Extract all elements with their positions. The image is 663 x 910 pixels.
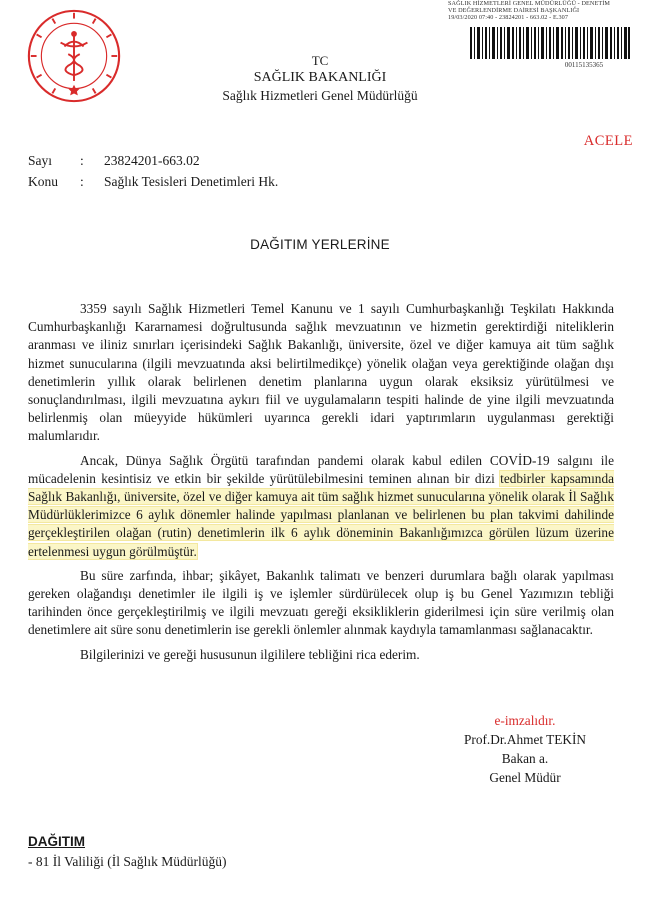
paragraph-1: 3359 sayılı Sağlık Hizmetleri Temel Kanunu ve 1 sayılı Cumhurbaşkanlığı Teşkilatı Hakkında Cumhurbaşkanlığı Kararnamesi doğrultusunda sağlık mevzuatının ve hizmetin gerektirdiği niteliklerin aranması ve iliniz sınırları içerisindeki Sağlık Bakanlığı, üniversite, özel ve diğer kamuya ait tüm sağlık hizmet sunucularına (ilgili mevzuatında aksi belirtilmedikçe) yönelik olağan veya gerektiğinde olağan dışı denetimlerin yıllık olarak belirlenen denetim planlarına uygun olarak eksiksiz yürütülmesi ve sonuçlandırılması, ilgili mevzuatına aykırı fiil ve uygulamaların tespiti halinde de yine ilgili mevzuatında belirlenmiş olan müeyyide hükümleri uyarınca gerekli idari yaptırımların uygulanması gerektiği malumlarıdır. [28,301,614,444]
signatory-title-2: Genel Müdür [489,770,561,785]
konu-value: Sağlık Tesisleri Denetimleri Hk. [104,174,279,189]
signatory-name: Prof.Dr.Ahmet TEKİN [464,732,586,747]
sayi-value: 23824201-663.02 [104,153,200,168]
header-tc: TC [311,53,329,68]
distribution-title: DAĞITIM YERLERİNE [250,237,390,252]
barcode-number: 00115135365 [564,61,604,69]
header-ministry: SAĞLIK BAKANLIĞI [253,70,387,85]
letter-body [28,300,614,664]
stamp-line-3: 19/03/2020 07:40 - 23824201 - 663.02 - E.307 [448,14,569,21]
distribution-item: - 81 İl Valiliği (İl Sağlık Müdürlüğü) [28,854,227,869]
distribution-list [28,832,227,872]
e-signature-note: e-imzalıdır. [494,713,556,728]
signature-block [430,711,620,787]
paragraph-4: Bilgilerinizi ve gereği hususunun ilgililere tebliğini rica ederim. [80,646,420,662]
paragraph-3: Bu süre zarfında, ihbar; şikâyet, Bakanlık talimatı ve benzeri durumlara bağlı olarak yapılması gereken olağandışı denetimler ile ilgili iş ve işlemler sürdürülecek olup iş bu Genel Yazımızın tebliği tarihinden önce gerçekleştirilmiş ve ilgili mevzuatı gereği eksikliklerin giderilmesi için süre verilmiş olan denetimlere ait süre sonu denetimlerin ise gerekli önlemler alınmak kaydıyla tamamlanması sağlanacaktır. [28,567,614,638]
meta-row-konu [28,171,278,192]
sayi-colon: : [80,153,84,168]
paragraph-2-start: Ancak, Dünya Sağlık Örgütü tarafından pandemi olarak kabul edilen COVİD-19 salgını ile mücadelenin kesintisiz ve etkin bir şekilde yürütülebilmesini teminen alınan bir dizi [28,452,614,486]
stamp-line-1: SAĞLIK HİZMETLERİ GENEL MÜDÜRLÜĞÜ - DENETİM [448,0,610,7]
highlighted-text: tedbirler kapsamında Sağlık Bakanlığı, üniversite, özel ve diğer kamuya ait tüm sağlık hizmet sunucularına yönelik olarak İl Sağlık Müdürlüklerimizce 6 aylık dönemler halinde yapılması planlanan ve belirlenen bu plan takvimi dahilinde gerçekleştirilen olağan (rutin) denetimlerin ilk 6 aylık döneminin Bakanlığımızca görülen lüzum üzerine ertelenmesi uygun görülmüştür. [28,470,614,559]
document-meta [28,150,278,192]
paragraph-2 [28,452,614,561]
stamp-line-2: VE DEĞERLENDİRME DAİRESİ BAŞKANLIĞI [448,7,580,14]
signatory-title-1: Bakan a. [501,751,549,766]
header-directorate: Sağlık Hizmetleri Genel Müdürlüğü [222,88,418,103]
letterhead [0,52,640,105]
konu-label: Konu [28,174,58,189]
distribution-list-title: DAĞITIM [28,834,85,849]
sayi-label: Sayı [28,153,53,168]
meta-row-sayi [28,150,278,171]
konu-colon: : [80,174,84,189]
urgent-label: ACELE [583,133,633,149]
